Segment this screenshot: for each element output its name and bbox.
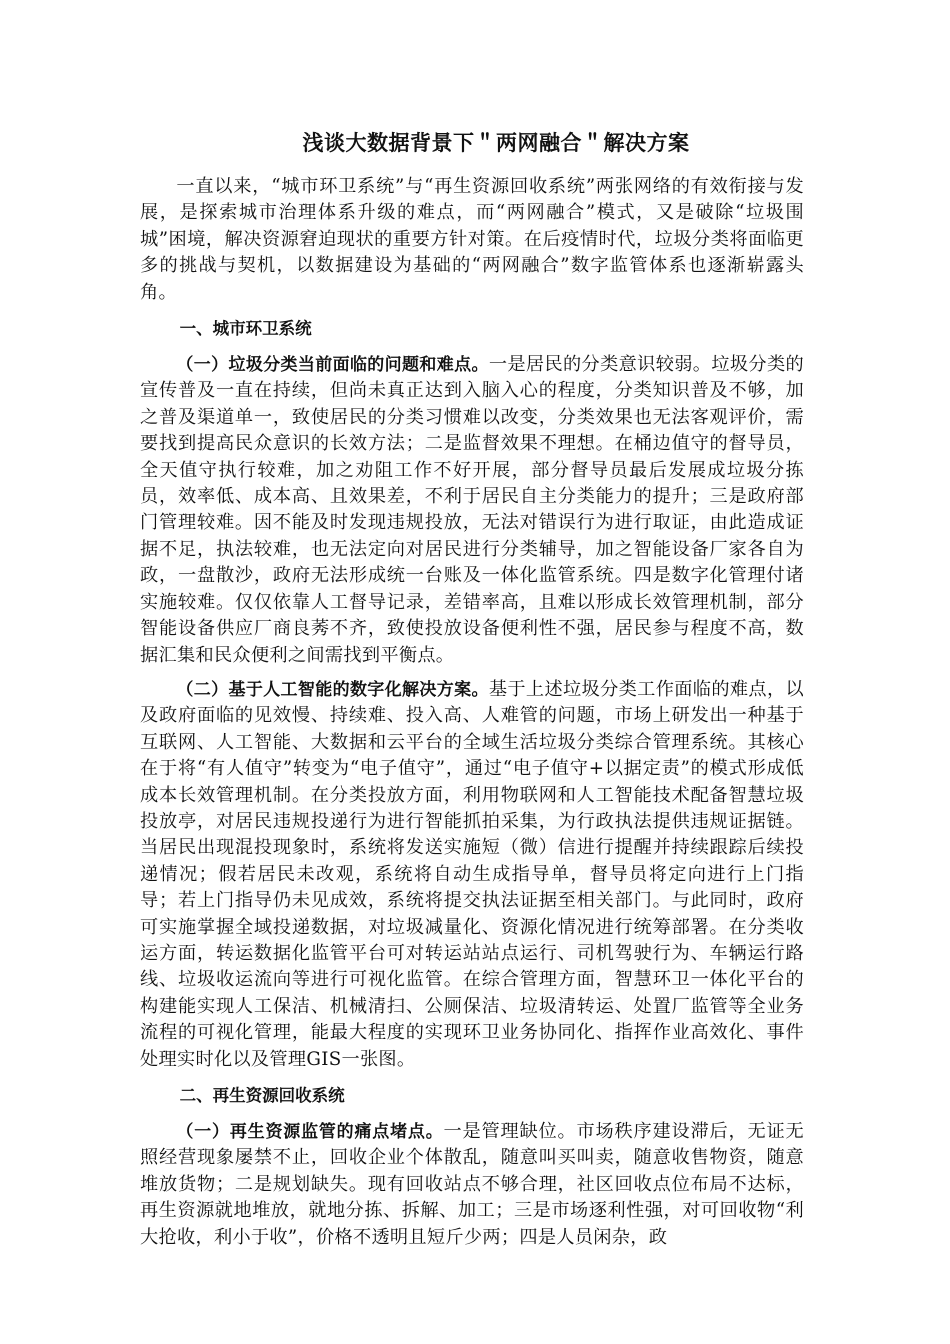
- paragraph-lead: （一）垃圾分类当前面临的问题和难点。: [176, 355, 489, 376]
- paragraph-solution: [140, 677, 804, 1073]
- intro-paragraph: 一直以来，“城市环卫系统”与“再生资源回收系统”两张网络的有效衔接与发展，是探索城市治理体系升级的难点，而“两网融合”模式，又是破除“垃圾围城”困境，解决资源窘迫现状的重要方针对策。在后疫情时代，垃圾分类将面临更多的挑战与契机，以数据建设为基础的“两网融合”数字监管体系也逐渐崭露头角。: [140, 176, 804, 303]
- document-title: 浅谈大数据背景下＂两网融合＂解决方案: [302, 131, 690, 155]
- paragraph-problems: [140, 352, 804, 669]
- document-page: [140, 128, 804, 1259]
- paragraph-lead: （二）基于人工智能的数字化解决方案。: [176, 679, 489, 700]
- paragraph-pain-points: [140, 1119, 804, 1251]
- section-heading-recycling: 二、再生资源回收系统: [179, 1086, 345, 1105]
- paragraph-body: 一是管理缺位。市场秩序建设滞后，无证无照经营现象屡禁不止，回收企业个体散乱，随意叫买叫卖，随意收售物资，随意堆放货物；二是规划缺失。现有回收站点不够合理，社区回收点位布局不达标，再生资源就地堆放，就地分拣、拆解、加工；三是市场逐利性强，对可回收物“利大抢收，利小于收”，价格不透明且短斤少两；四是人员闲杂，政: [140, 1121, 804, 1248]
- section-heading-sanitation: 一、城市环卫系统: [179, 319, 312, 339]
- paragraph-lead: （一）再生资源监管的痛点堵点。: [176, 1122, 444, 1142]
- paragraph-body: 一是居民的分类意识较弱。垃圾分类的宣传普及一直在持续，但尚未真正达到入脑入心的程度，分类知识普及不够，加之普及渠道单一，致使居民的分类习惯难以改变，分类效果也无法客观评价，需要找到提高民众意识的长效方法；二是监督效果不理想。在桶边值守的督导员，全天值守执行较难，加之劝阻工作不好开展，部分督导员最后发展成垃圾分拣员，效率低、成本高、且效果差，不利于居民自主分类能力的提升；三是政府部门管理较难。因不能及时发现违规投放，无法对错误行为进行取证，由此造成证据不足，执法较难，也无法定向对居民进行分类辅导，加之智能设备厂家各自为政，一盘散沙，政府无法形成统一台账及一体化监管系统。四是数字化管理付诸实施较难。仅仅依靠人工督导记录，差错率高，且难以形成长效管理机制，部分智能设备供应厂商良莠不齐，致使投放设备便利性不强，居民参与程度不高，数据汇集和民众便利之间需找到平衡点。: [140, 354, 804, 666]
- paragraph-body: 基于上述垃圾分类工作面临的难点，以及政府面临的见效慢、持续难、投入高、人难管的问题，市场上研发出一种基于互联网、人工智能、大数据和云平台的全域生活垃圾分类综合管理系统。其核心在于将“有人值守”转变为“电子值守”，通过“电子值守+以据定责”的模式形成低成本长效管理机制。在分类投放方面，利用物联网和人工智能技术配备智慧垃圾投放亭，对居民违规投递行为进行智能抓拍采集，为行政执法提供违规证据链。当居民出现混投现象时，系统将发送实施短（微）信进行提醒并持续跟踪后续投递情况；假若居民未改观，系统将自动生成指导单，督导员将定向进行上门指导；若上门指导仍未见成效，系统将提交执法证据至相关部门。与此同时，政府可实施掌握全域投递数据，对垃圾减量化、资源化情况进行统筹部署。在分类收运方面，转运数据化监管平台可对转运站站点运行、司机驾驶行为、车辆运行路线、垃圾收运流向等进行可视化监管。在综合管理方面，智慧环卫一体化平台的构建能实现人工保洁、机械清扫、公厕保洁、垃圾清转运、处置厂监管等全业务流程的可视化管理，能最大程度的实现环卫业务协同化、指挥作业高效化、事件处理实时化以及管理GIS一张图。: [140, 678, 804, 1070]
